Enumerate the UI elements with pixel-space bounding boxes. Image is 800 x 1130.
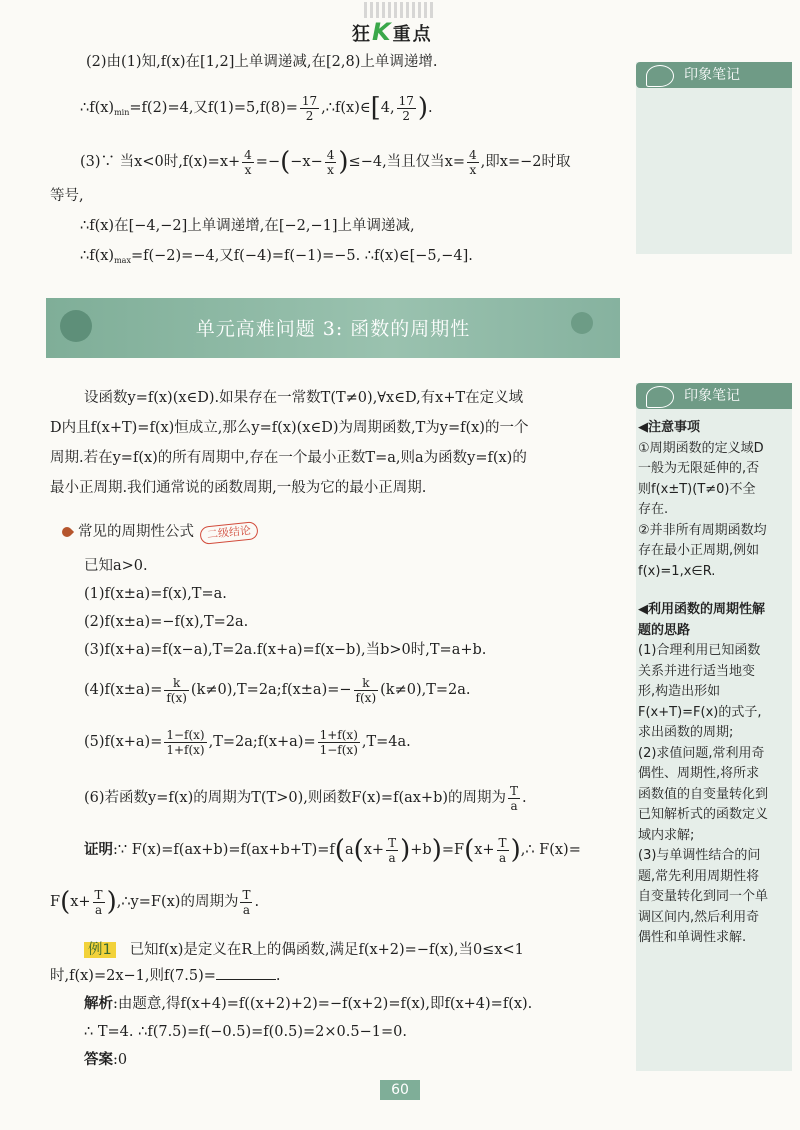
denominator: a xyxy=(242,902,251,917)
numerator: 4 xyxy=(244,147,252,162)
fraction xyxy=(93,888,105,917)
numerator: 1−f(x) xyxy=(166,727,205,742)
subscript: min xyxy=(114,108,130,117)
math-part: ∴f(x) xyxy=(80,248,115,264)
math-part: (5)f(x+a)= xyxy=(84,734,163,750)
sidebar-top-title: 印象笔记 xyxy=(684,67,740,83)
leaf-icon xyxy=(646,386,674,408)
math-part: =f(2)=4,又f(1)=5,f(8)= xyxy=(129,100,298,116)
text-line-max xyxy=(80,246,473,271)
heading-text: 常见的周期性公式 xyxy=(78,524,194,540)
math-part: (k≠0),T=2a;f(x±a)=− xyxy=(190,682,352,698)
fraction xyxy=(386,836,398,865)
math-part: ,∴y=F(x)的周期为 xyxy=(116,894,239,910)
text-line-part3 xyxy=(80,142,570,182)
math-part: x+ xyxy=(363,842,385,858)
example-line-2: 时,f(x)=2x−1,则f(7.5)= . xyxy=(50,968,281,984)
denominator: 2 xyxy=(402,108,411,123)
leaf-bullet-icon xyxy=(60,525,74,539)
denominator: x xyxy=(469,162,477,177)
note-paragraph: ①周期函数的定义域D一般为无限延伸的,否则f(x±T)(T≠0)不全存在. xyxy=(638,440,764,517)
math-part: ,T=2a;f(x+a)= xyxy=(208,734,316,750)
math-part: (6)若函数y=f(x)的周期为T(T>0),则函数F(x)=f(ax+b)的周期为 xyxy=(84,790,507,806)
text-line-minmax: $\therefore f(x)_{min}=f(2)=4$,又f(1)=5,f(8)= $\frac{17}{2}$ ,∴f(x)∈[4, $\frac{17}{2}$ ). xyxy=(80,93,433,123)
math-part: =f(−2)=−4,又f(−4)=f(−1)=−5. ∴f(x)∈[−5,−4]. xyxy=(130,248,473,264)
numerator: T xyxy=(388,835,397,850)
denominator: a xyxy=(498,850,507,865)
fraction xyxy=(164,676,189,705)
math-part: ,∴f(x)∈ xyxy=(321,100,371,116)
paren: ) xyxy=(431,835,442,865)
math-part: (3)∵ 当x<0时,f(x)=x+ xyxy=(80,154,241,170)
paren: ) xyxy=(400,835,411,865)
fraction xyxy=(508,784,520,813)
example-label: 例1 xyxy=(84,942,116,958)
intro-line: 设函数y=f(x)(x∈D).如果存在一常数T(T≠0),∀x∈D,有x+T在定义域 xyxy=(84,390,524,406)
intro-line: 周期.若在y=f(x)的所有周期中,存在一个最小正数T=a,则a为函数y=f(x)的 xyxy=(50,450,527,466)
answer-label: 答案 xyxy=(84,1052,113,1068)
bracket: [ xyxy=(370,93,381,123)
note-heading: ◀注意事项 xyxy=(638,420,700,435)
note-heading: ◀利用函数的周期性解题的思路 xyxy=(638,602,765,638)
fraction xyxy=(497,836,509,865)
numerator: 4 xyxy=(326,147,335,162)
math-part: −x− xyxy=(290,154,323,170)
math-part: ≤−4,当且仅当x= xyxy=(348,154,466,170)
fraction xyxy=(318,728,360,757)
math-part: 时,f(x)=2x−1,则f(7.5)= xyxy=(50,968,216,984)
paren: ( xyxy=(334,835,345,865)
sidebar-notes-body xyxy=(638,418,768,949)
denominator: a xyxy=(94,902,103,917)
numerator: k xyxy=(164,676,189,691)
fraction xyxy=(467,148,479,177)
math-part: ∴f(x) xyxy=(80,100,115,116)
numerator: 17 xyxy=(398,93,414,108)
numerator: 17 xyxy=(301,93,318,108)
math-part: ,T=4a. xyxy=(361,734,411,750)
formula-line: 已知a>0. xyxy=(84,558,148,574)
proof-line-1 xyxy=(84,828,581,872)
numerator: T xyxy=(510,783,519,798)
math-part: +b xyxy=(410,842,432,858)
formula-line-4 xyxy=(84,670,471,710)
formulas-heading xyxy=(62,522,258,542)
math-part: ,∴ F(x)= xyxy=(520,842,581,858)
math-part: (k≠0),T=2a. xyxy=(380,682,471,698)
intro-line: D内且f(x+T)=f(x)恒成立,那么y=f(x)(x∈D)为周期函数,T为y=f(x)的一个 xyxy=(50,420,529,436)
stamp-badge: 二级结论 xyxy=(199,521,259,545)
paren: ( xyxy=(464,835,475,865)
sidebar-notes-title: 印象笔记 xyxy=(684,388,740,404)
numerator: T xyxy=(94,887,103,902)
logo-text xyxy=(352,18,433,46)
sidebar-notes-header xyxy=(636,383,792,409)
denominator: 2 xyxy=(305,108,314,123)
note-paragraph: (3)与单调性结合的问题,常先利用周期性将自变量转化到同一个单调区间内,然后利用奇偶性和单调性求解. xyxy=(638,848,769,945)
bracket: ) xyxy=(417,93,429,123)
formula-line-6: (6)若函数y=f(x)的周期为T(T>0),则函数F(x)=f(ax+b)的周期为 $\frac{T}{a}$ . xyxy=(84,783,527,813)
numerator: k xyxy=(354,676,379,691)
denominator: 1+f(x) xyxy=(166,742,205,757)
denominator: f(x) xyxy=(355,690,377,705)
banner-title: 单元高难问题 3: 函数的周期性 xyxy=(195,318,471,340)
paren: ( xyxy=(60,887,71,917)
fraction xyxy=(325,148,337,177)
subscript: max xyxy=(114,256,131,265)
note-paragraph: (2)求值问题,常利用奇偶性、周期性,将所求函数值的自变量转化到已知解析式的函数定义域内求解; xyxy=(638,745,769,843)
answer-value: :0 xyxy=(113,1052,128,1068)
paren: ( xyxy=(353,835,364,865)
solution-line: ∴ T=4. ∴f(7.5)=f(−0.5)=f(0.5)=2×0.5−1=0. xyxy=(84,1024,407,1040)
sidebar-top-header xyxy=(636,62,792,88)
math-part: x+ xyxy=(474,842,495,858)
proof-line-2: F(x+ $\frac{T}{a}$ ),∴y=F(x)的周期为 $\frac{T}{a}$ . xyxy=(50,887,260,917)
page-number: 60 xyxy=(380,1080,420,1100)
math-part: :由题意,得f(x+4)=f((x+2)+2)=−f(x+2)=f(x),即f(x+4)=f(x). xyxy=(113,996,533,1012)
logo-text-pre: 狂 xyxy=(352,24,372,45)
formula-line: (2)f(x±a)=−f(x),T=2a. xyxy=(84,614,249,630)
answer-blank xyxy=(216,979,276,980)
numerator: 1+f(x) xyxy=(319,727,358,742)
fraction xyxy=(164,728,206,757)
paren: ) xyxy=(106,887,117,917)
math-part: =− xyxy=(255,154,281,170)
paren: ) xyxy=(338,147,349,177)
note-paragraph: (1)合理利用已知函数关系并进行适当地变形,构造出形如F(x+T)=F(x)的式子,求出函数的周期; xyxy=(638,643,762,740)
formula-line: (3)f(x+a)=f(x−a),T=2a.f(x+a)=f(x−b),当b>0时,T=a+b. xyxy=(84,642,487,658)
formula-line: (1)f(x±a)=f(x),T=a. xyxy=(84,586,227,602)
fraction xyxy=(354,676,379,705)
math-part: 4, xyxy=(380,100,395,116)
paren: ( xyxy=(280,147,291,177)
text-line: (2)由(1)知,f(x)在[1,2]上单调递减,在[2,8)上单调递增. xyxy=(86,54,438,70)
fraction xyxy=(300,94,319,123)
header-logo xyxy=(340,0,460,44)
denominator: x xyxy=(327,162,334,177)
denominator: f(x) xyxy=(166,690,187,705)
math-part: a xyxy=(344,842,354,858)
logo-text-post: 重点 xyxy=(392,24,433,45)
proof-label: 证明 xyxy=(84,842,113,858)
logo-decoration xyxy=(364,2,434,18)
denominator: a xyxy=(510,798,518,813)
numerator: T xyxy=(498,835,507,850)
fraction xyxy=(240,888,252,917)
logo-k: K xyxy=(372,18,393,46)
math-part: F xyxy=(50,894,61,910)
example-line-1 xyxy=(84,940,524,960)
note-paragraph: ②并非所有周期函数均存在最小正周期,例如f(x)=1,x∈R. xyxy=(638,522,767,579)
analysis-line xyxy=(84,994,532,1014)
text-line: ∴f(x)在[−4,−2]上单调递增,在[−2,−1]上单调递减, xyxy=(80,218,415,234)
denominator: 1−f(x) xyxy=(319,742,358,757)
numerator: T xyxy=(242,887,251,902)
intro-line: 最小正周期.我们通常说的函数周期,一般为它的最小正周期. xyxy=(50,480,427,496)
math-part: x+ xyxy=(70,894,91,910)
leaf-icon xyxy=(646,65,674,87)
math-part: ,即x=−2时取 xyxy=(480,154,571,170)
section-banner xyxy=(46,298,620,358)
math-part: 已知f(x)是定义在R上的偶函数,满足f(x+2)=−f(x),当0≤x<1 xyxy=(129,942,524,958)
numerator: 4 xyxy=(469,147,477,162)
sidebar-top-panel xyxy=(636,62,792,254)
fraction xyxy=(397,94,416,123)
formula-line-5 xyxy=(84,722,411,762)
math-part: (4)f(x±a)= xyxy=(84,682,163,698)
denominator: a xyxy=(388,850,396,865)
math-part: =F xyxy=(441,842,465,858)
math-part: :∵ F(x)=f(ax+b)=f(ax+b+T)=f xyxy=(113,842,335,858)
paren: ) xyxy=(510,835,521,865)
text-line: 等号, xyxy=(50,188,84,204)
fraction xyxy=(242,148,254,177)
answer-line xyxy=(84,1050,127,1070)
analysis-label: 解析 xyxy=(84,996,113,1012)
denominator: x xyxy=(244,162,252,177)
